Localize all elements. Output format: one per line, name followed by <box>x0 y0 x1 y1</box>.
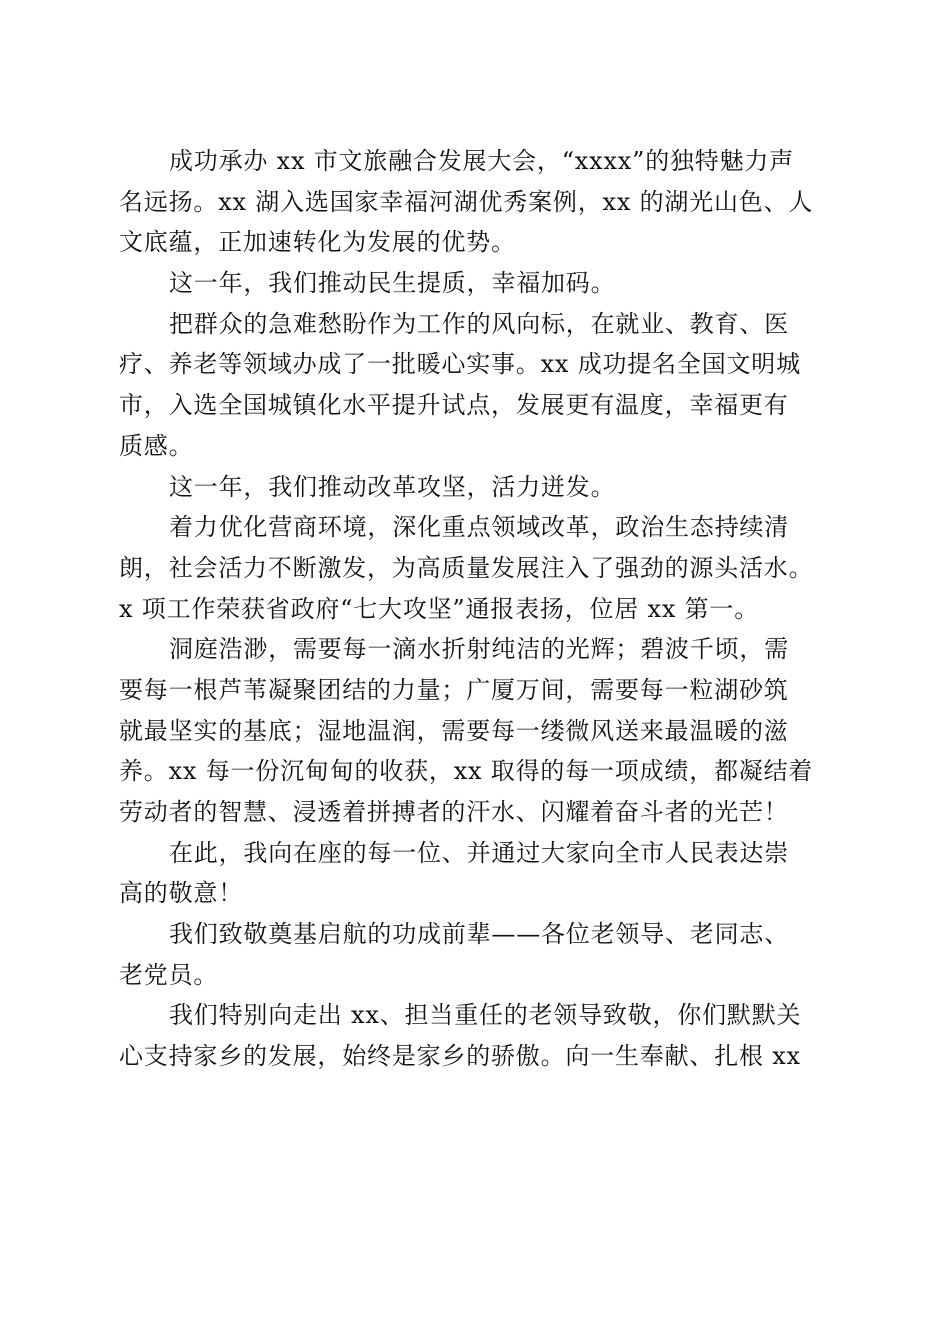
text-line: 成功承办 xx 市文旅融合发展大会，“xxxx”的独特魅力声 <box>169 147 795 175</box>
text-line: 洞庭浩渺，需要每一滴水折射纯洁的光辉；碧波千顷，需 <box>169 635 789 664</box>
text-line: 朗，社会活力不断激发，为高质量发展注入了强劲的源头活水。 <box>119 553 814 582</box>
text-line: x 项工作荣获省政府“七大攻坚”通报表扬，位居 xx 第一。 <box>119 594 760 623</box>
text-line: 要每一根芦苇凝聚团结的力量；广厦万间，需要每一粒湖砂筑 <box>119 675 789 704</box>
text-line: 这一年，我们推动改革攻坚，活力迸发。 <box>169 472 616 501</box>
text-line: 心支持家乡的发展，始终是家乡的骄傲。向一生奉献、扎根 xx <box>119 1042 801 1071</box>
text-line: 着力优化营商环境，深化重点领域改革，政治生态持续清 <box>169 513 789 542</box>
document-body <box>119 141 831 1077</box>
text-line: 高的敬意！ <box>119 879 243 908</box>
text-line: 这一年，我们推动民生提质，幸福加码。 <box>169 269 616 298</box>
text-line: 在此，我向在座的每一位、并通过大家向全市人民表达崇 <box>169 838 789 867</box>
text-line: 劳动者的智慧、浸透着拼搏者的汗水、闪耀着奋斗者的光芒！ <box>119 798 789 826</box>
text-line: 老党员。 <box>119 960 219 989</box>
text-line: 把群众的急难愁盼作为工作的风向标，在就业、教育、医 <box>169 309 789 338</box>
text-line: 我们致敬奠基启航的功成前辈——各位老领导、老同志、 <box>169 920 789 949</box>
text-line: 就最坚实的基底；湿地温润，需要每一缕微风送来最温暖的滋 <box>119 716 789 745</box>
text-line: 文底蕴，正加速转化为发展的优势。 <box>119 228 516 257</box>
text-line: 名远扬。xx 湖入选国家幸福河湖优秀案例，xx 的湖光山色、人 <box>119 187 814 216</box>
text-line: 我们特别向走出 xx、担当重任的老领导致敬，你们默默关 <box>169 1001 802 1030</box>
text-line: 疗、养老等领域办成了一批暖心实事。xx 成功提名全国文明城 <box>119 350 801 379</box>
text-line: 养。xx 每一份沉甸甸的收获，xx 取得的每一项成绩，都凝结着 <box>119 757 814 786</box>
text-line: 质感。 <box>119 431 194 460</box>
text-line: 市，入选全国城镇化水平提升试点，发展更有温度，幸福更有 <box>119 391 789 420</box>
